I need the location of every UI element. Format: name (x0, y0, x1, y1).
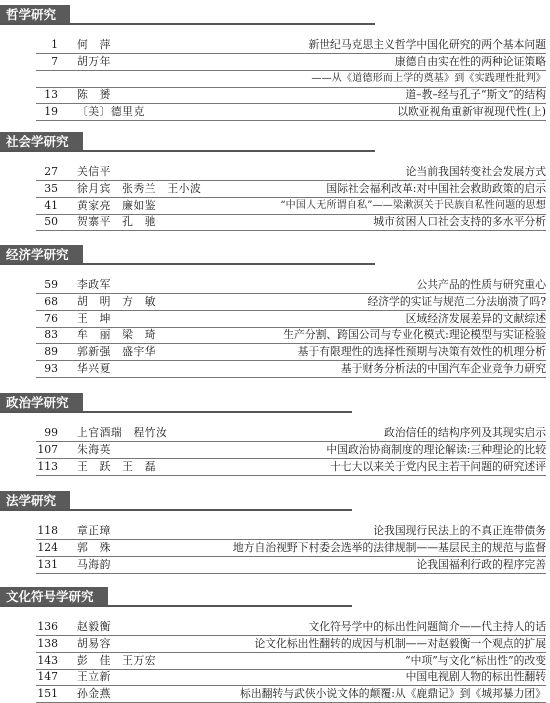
entry-author: 郭 殊 (77, 540, 111, 554)
toc-section (0, 585, 550, 703)
toc-entry[interactable] (0, 87, 550, 103)
entry-author: 章正璋 (77, 524, 111, 537)
entry-page-number: 27 (44, 165, 58, 178)
entry-page-number: 93 (44, 361, 58, 375)
entry-divider (36, 573, 546, 574)
section-title: 哲学研究 (0, 5, 70, 25)
entry-page-number: 131 (37, 557, 58, 571)
section-title: 政治学研究 (0, 393, 83, 413)
entry-author: 徐月宾 张秀兰 王小波 (77, 181, 202, 195)
entry-author: 李政军 (77, 278, 111, 291)
entry-divider (36, 377, 546, 378)
section-rule (0, 150, 375, 152)
entry-title: 中国政治协商制度的理论解读:三种理论的比较 (326, 442, 546, 456)
entry-author: 胡易容 (77, 636, 111, 650)
entry-page-number: 76 (44, 311, 58, 325)
entry-title: 政治信任的结构序列及其现实启示 (384, 426, 546, 439)
entry-title: 论我国福利行政的程序完善 (416, 557, 546, 571)
entry-page-number: 19 (44, 105, 58, 119)
entry-title: 标出翻转与武侠小说文体的颠覆:从《鹿鼎记》到《城邦暴力团》 (240, 687, 546, 701)
section-title: 文化符号学研究 (0, 587, 108, 607)
entry-author: 郭新强 盛宇华 (77, 345, 157, 359)
entry-divider (36, 230, 546, 231)
entry-page-number: 118 (37, 524, 58, 537)
entry-page-number: 99 (44, 426, 58, 439)
toc-entry[interactable] (0, 540, 550, 556)
toc-entry[interactable] (0, 442, 550, 458)
entry-title: 基于财务分析法的中国汽车企业竞争力研究 (340, 361, 546, 375)
entry-title: ——从《道德形而上学的奠基》到《实践理性批判》 (311, 72, 546, 84)
section-title: 经济学研究 (0, 245, 83, 265)
toc-entry[interactable] (0, 557, 550, 573)
section-header (0, 3, 550, 27)
section-header (0, 243, 550, 267)
entry-page-number: 59 (44, 278, 58, 291)
entry-title: 基于有限理性的选择性预期与决策有效性的机理分析 (297, 345, 546, 359)
entry-page-number: 83 (44, 328, 58, 342)
toc-entry[interactable] (0, 104, 550, 120)
entry-author: 朱海英 (77, 442, 111, 456)
toc-entry[interactable] (0, 71, 550, 87)
toc-entry[interactable] (0, 277, 550, 293)
entry-author: 关信平 (77, 165, 111, 178)
toc-entry[interactable] (0, 311, 550, 327)
entry-title: “中国人无所谓自私”——梁漱溟关于民族自私性问题的思想 (280, 199, 546, 211)
entry-author: 上官酒瑞 程竹汝 (77, 426, 168, 439)
entry-title: 十七大以来关于党内民主若干问题的研究述评 (330, 459, 546, 473)
section-rule (0, 411, 352, 413)
entry-author: 陈 赟 (77, 88, 111, 102)
entry-title: 中国电视剧人物的标出性翻转 (405, 670, 546, 684)
toc-entry[interactable] (0, 636, 550, 652)
entry-list (0, 27, 550, 121)
entry-title: 论当前我国转变社会发展方式 (405, 165, 546, 178)
entry-title: 区域经济发展差异的文献综述 (405, 311, 546, 325)
toc-entry[interactable] (0, 181, 550, 197)
toc-entry[interactable] (0, 425, 550, 441)
toc-entry[interactable] (0, 619, 550, 635)
toc-entry[interactable] (0, 344, 550, 360)
toc-entry[interactable] (0, 523, 550, 539)
entry-title: 地方自治视野下村委会选举的法律规制——基层民主的规范与监督 (232, 540, 546, 554)
toc-entry[interactable] (0, 164, 550, 180)
toc-section (0, 243, 550, 378)
section-rule (0, 509, 352, 511)
entry-title: 论文化标出性翻转的成因与机制——对赵毅衡一个观点的扩展 (254, 636, 546, 650)
entry-title: “中项”与文化“标出性”的改变 (405, 653, 546, 667)
entry-title: 康德自由实在性的两种论证策略 (394, 54, 546, 68)
entry-author: 赵毅衡 (77, 620, 111, 633)
toc-entry[interactable] (0, 459, 550, 475)
entry-title: 道–教–经与孔子“斯文”的结构 (405, 88, 546, 102)
entry-author: 牟 丽 梁 琦 (77, 328, 157, 342)
toc-section (0, 391, 550, 475)
entry-list (0, 513, 550, 573)
entry-list (0, 609, 550, 703)
toc-section (0, 489, 550, 573)
section-rule (0, 23, 375, 25)
entry-title: 城市贫困人口社会支持的多水平分析 (373, 215, 546, 229)
entry-title: 生产分割、跨国公司与专业化模式:理论模型与实证检验 (283, 328, 546, 342)
toc-entry[interactable] (0, 294, 550, 310)
toc-entry[interactable] (0, 669, 550, 685)
entry-page-number: 107 (37, 442, 58, 456)
section-header (0, 489, 550, 513)
entry-title: 新世纪马克思主义哲学中国化研究的两个基本问题 (308, 38, 546, 51)
entry-author: 胡 明 方 敏 (77, 294, 157, 308)
entry-title: 文化符号学中的标出性问题简介——代主持人的话 (308, 620, 546, 633)
entry-title: 论我国现行民法上的不真正连带债务 (373, 524, 546, 537)
entry-author: 何 萍 (77, 38, 111, 51)
entry-divider (36, 120, 546, 121)
entry-list (0, 267, 550, 378)
entry-author: 胡万年 (77, 54, 111, 68)
entry-author: 马海韵 (77, 557, 111, 571)
entry-author: 王 坤 (77, 311, 111, 325)
section-header (0, 391, 550, 415)
section-title: 法学研究 (0, 491, 70, 511)
toc-entry[interactable] (0, 686, 550, 702)
entry-page-number: 41 (44, 198, 58, 212)
entry-title: 公共产品的性质与研究重心 (416, 278, 546, 291)
entry-page-number: 151 (37, 687, 58, 701)
section-header (0, 130, 550, 154)
section-rule (0, 605, 352, 607)
entry-divider (36, 475, 546, 476)
toc-section (0, 3, 550, 121)
entry-page-number: 136 (37, 620, 58, 633)
entry-page-number: 143 (37, 653, 58, 667)
entry-page-number: 138 (37, 636, 58, 650)
section-title: 社会学研究 (0, 132, 83, 152)
entry-author: 黄家亮 廉如鉴 (77, 198, 157, 212)
section-header (0, 585, 550, 609)
entry-author: 孙金燕 (77, 687, 111, 701)
entry-title: 国际社会福利改革:对中国社会救助政策的启示 (326, 181, 546, 195)
entry-page-number: 68 (44, 294, 58, 308)
entry-page-number: 147 (37, 670, 58, 684)
entry-page-number: 7 (51, 54, 58, 68)
toc-entry[interactable] (0, 653, 550, 669)
entry-page-number: 35 (44, 181, 58, 195)
entry-author: 彭 佳 王万宏 (77, 653, 157, 667)
entry-page-number: 1 (51, 38, 58, 51)
entry-page-number: 89 (44, 345, 58, 359)
entry-title: 以欧亚视角重新审视现代性(上) (397, 105, 546, 119)
toc-section (0, 130, 550, 231)
entry-author: 王立新 (77, 670, 111, 684)
toc-entry[interactable] (0, 327, 550, 343)
entry-page-number: 13 (44, 88, 58, 102)
entry-author: 华兴夏 (77, 361, 111, 375)
entry-list (0, 415, 550, 475)
entry-author: 〔美〕德里克 (77, 105, 145, 119)
toc-entry[interactable] (0, 361, 550, 377)
entry-list (0, 154, 550, 231)
toc-entry[interactable] (0, 54, 550, 70)
entry-page-number: 113 (37, 459, 58, 473)
section-rule (0, 263, 375, 265)
entry-author: 王 跃 王 磊 (77, 459, 157, 473)
entry-title: 经济学的实证与规范二分法崩溃了吗? (367, 294, 546, 308)
entry-author: 贺寨平 孔 驰 (77, 215, 157, 229)
entry-page-number: 50 (44, 215, 58, 229)
entry-page-number: 124 (37, 540, 58, 554)
toc-entry[interactable] (0, 37, 550, 53)
toc-entry[interactable] (0, 198, 550, 214)
toc-entry[interactable] (0, 214, 550, 230)
